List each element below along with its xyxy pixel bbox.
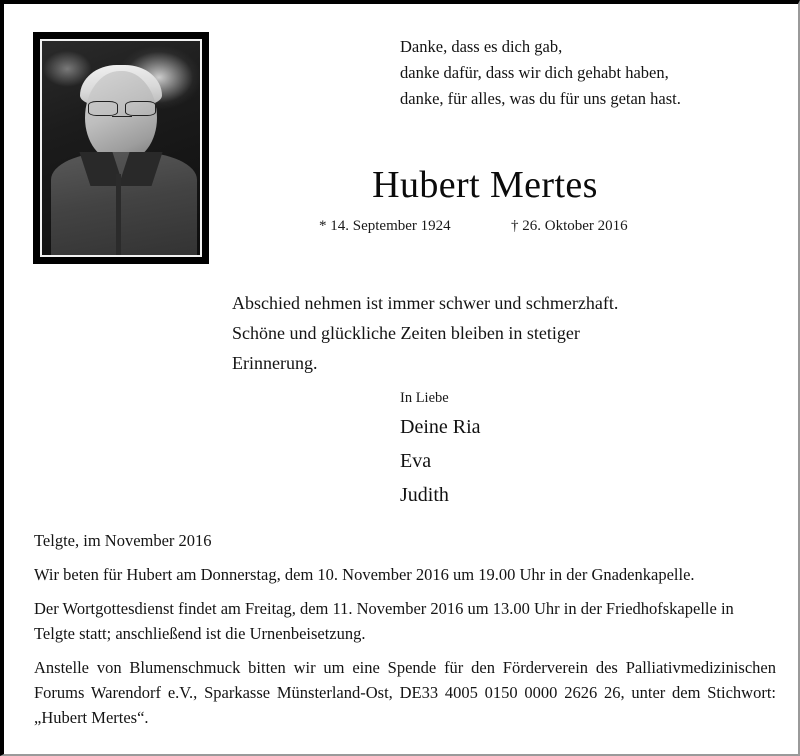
signoff-intro: In Liebe	[400, 390, 449, 406]
detail-donation-request: Anstelle von Blumenschmuck bitten wir um eine Spende für den Förderverein des Palliativmedizinischen Forums Warendorf e.V., Sparkasse Münsterland-Ost, DE33 4005 0150 0000 2626 26, unter dem Stichwort: „Hubert Mertes“.	[34, 658, 776, 727]
farewell-line: Erinnerung.	[232, 353, 318, 373]
farewell-message	[232, 288, 792, 378]
portrait-inner-border	[40, 39, 202, 257]
survivor-name: Eva	[400, 450, 432, 472]
detail-place-date: Telgte, im November 2016	[34, 531, 212, 550]
farewell-line: Schöne und glückliche Zeiten bleiben in stetiger	[232, 323, 580, 343]
glasses-icon	[86, 100, 157, 115]
survivor-name: Deine Ria	[400, 416, 481, 438]
glasses-bridge	[112, 116, 133, 118]
signoff-block	[400, 386, 730, 512]
deceased-name: Hubert Mertes	[372, 164, 598, 206]
life-dates	[254, 216, 716, 236]
verse-line: danke dafür, dass wir dich gehabt haben,	[400, 63, 669, 82]
verse-line: danke, für alles, was du für uns getan hast.	[400, 89, 681, 108]
portrait-shirt-placket	[116, 174, 121, 255]
death-date: † 26. Oktober 2016	[511, 218, 628, 234]
farewell-line: Abschied nehmen ist immer schwer und schmerzhaft.	[232, 293, 619, 313]
memorial-verse	[400, 34, 790, 112]
survivor-name: Judith	[400, 484, 449, 506]
verse-line: Danke, dass es dich gab,	[400, 37, 563, 56]
detail-funeral-service: Der Wortgottesdienst findet am Freitag, dem 11. November 2016 um 13.00 Uhr in der Friedhofskapelle in Telgte statt; anschließend ist die Urnenbeisetzung.	[34, 599, 734, 643]
detail-prayer-service: Wir beten für Hubert am Donnerstag, dem 10. November 2016 um 19.00 Uhr in der Gnadenkapelle.	[34, 565, 695, 584]
service-details	[34, 528, 776, 730]
portrait-photo	[42, 41, 200, 255]
birth-date: * 14. September 1924	[319, 218, 451, 234]
portrait-frame	[33, 32, 209, 264]
